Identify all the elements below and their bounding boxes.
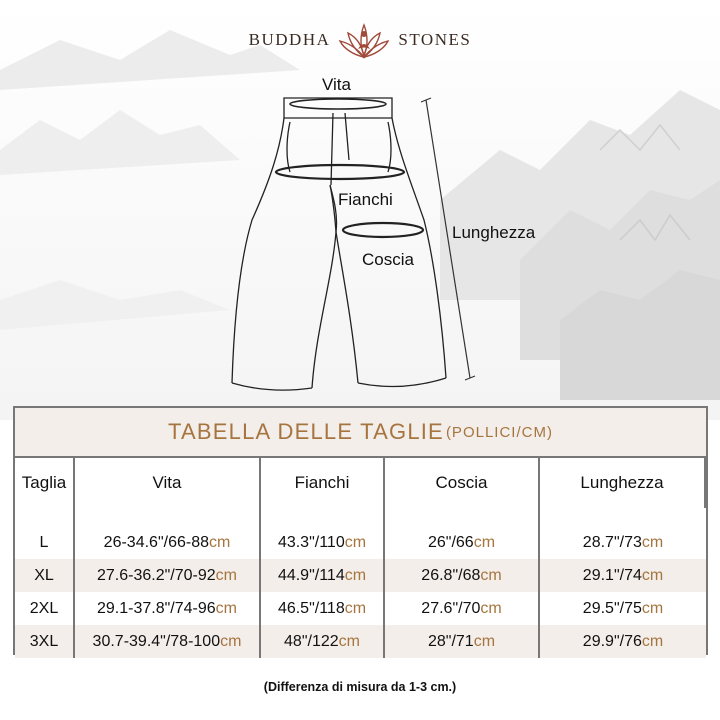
cell-hips: 46.5ʺ/118 cm	[261, 592, 385, 625]
brand-name-right: STONES	[398, 30, 472, 49]
cell-size: 2XL	[15, 592, 75, 625]
cell-waist: 26-34.6ʺ/66-88 cm	[75, 526, 261, 559]
brand-name-left: BUDDHA	[248, 30, 331, 49]
cell-size: L	[15, 526, 75, 559]
label-thigh: Coscia	[362, 250, 414, 269]
table-title	[15, 408, 706, 458]
label-hips: Fianchi	[338, 190, 393, 209]
brand-header	[0, 12, 720, 68]
cell-hips: 43.3ʺ/110 cm	[261, 526, 385, 559]
lotus-buddha-logo-icon	[336, 19, 392, 61]
table-unit: (POLLICI/CM)	[445, 423, 553, 441]
cell-thigh: 27.6ʺ/70 cm	[385, 592, 540, 625]
pants-diagram	[0, 70, 720, 400]
table-spacer	[15, 508, 75, 526]
cell-thigh: 26ʺ/66 cm	[385, 526, 540, 559]
table-spacer	[75, 508, 261, 526]
cell-size: XL	[15, 559, 75, 592]
header-length: Lunghezza	[540, 458, 706, 508]
table-spacer	[385, 508, 540, 526]
table-spacer	[261, 508, 385, 526]
header-thigh: Coscia	[385, 458, 540, 508]
header-waist: Vita	[75, 458, 261, 508]
cell-length: 28.7ʺ/73 cm	[540, 526, 706, 559]
cell-length: 29.9ʺ/76 cm	[540, 625, 706, 658]
cell-size: 3XL	[15, 625, 75, 658]
cell-thigh: 28ʺ/71 cm	[385, 625, 540, 658]
cell-hips: 44.9ʺ/114 cm	[261, 559, 385, 592]
label-waist: Vita	[322, 75, 351, 94]
table-title-text: TABELLA DELLE TAGLIE	[168, 419, 444, 444]
label-length: Lunghezza	[452, 223, 536, 242]
pants-outline	[0, 70, 720, 400]
header-size: Taglia	[15, 458, 75, 508]
table-spacer	[540, 508, 706, 526]
cell-hips: 48ʺ/122 cm	[261, 625, 385, 658]
cell-waist: 29.1-37.8ʺ/74-96 cm	[75, 592, 261, 625]
size-chart-table	[13, 406, 708, 655]
cell-length: 29.1ʺ/74 cm	[540, 559, 706, 592]
table-grid	[15, 458, 706, 658]
cell-waist: 27.6-36.2ʺ/70-92 cm	[75, 559, 261, 592]
measurement-note: (Differenza di misura da 1-3 cm.)	[263, 680, 457, 694]
cell-waist: 30.7-39.4ʺ/78-100 cm	[75, 625, 261, 658]
cell-length: 29.5ʺ/75 cm	[540, 592, 706, 625]
cell-thigh: 26.8ʺ/68 cm	[385, 559, 540, 592]
header-hips: Fianchi	[261, 458, 385, 508]
